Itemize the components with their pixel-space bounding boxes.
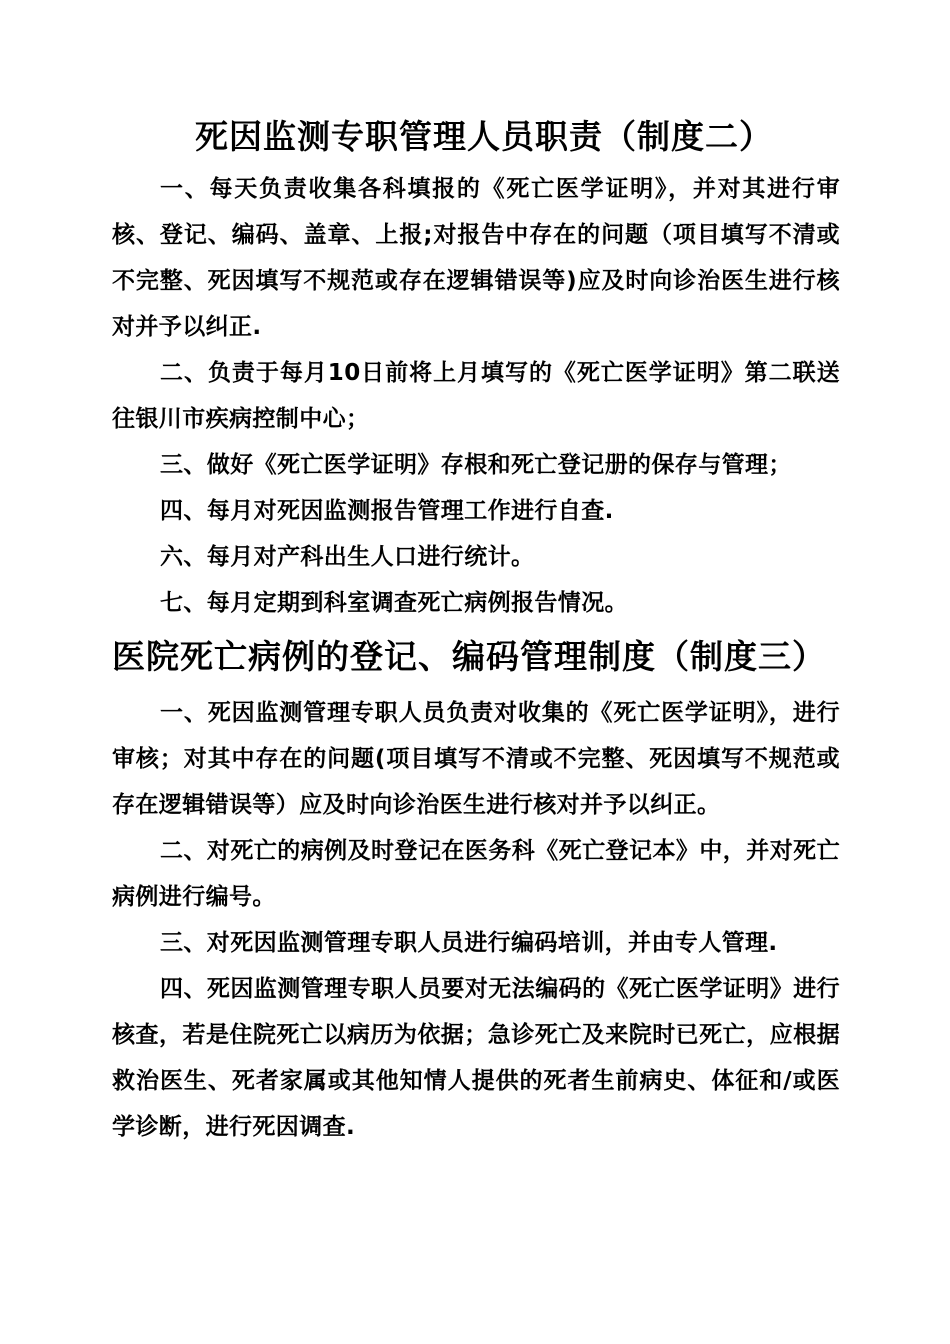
section1-item-2: 二、负责于每月10日前将上月填写的《死亡医学证明》第二联送往银川市疾病控制中心； xyxy=(112,360,840,432)
section1-title: 死因监测专职管理人员职责（制度二） xyxy=(195,117,773,156)
section2-body xyxy=(112,690,840,1150)
document-page xyxy=(112,112,840,1150)
section1-item-1: 一、每天负责收集各科填报的《死亡医学证明》，并对其进行审核、登记、编码、盖章、上报;对报告中存在的问题（项目填写不清或不完整、死因填写不规范或存在逻辑错误等)应及时向诊治医生进行核对并予以纠正. xyxy=(112,176,840,340)
section1-item-7: 七、每月定期到科室调查死亡病例报告情况。 xyxy=(160,590,628,616)
section2-item-4: 四、死因监测管理专职人员要对无法编码的《死亡医学证明》进行核查，若是住院死亡以病历为依据；急诊死亡及来院时已死亡，应根据救治医生、死者家属或其他知情人提供的死者生前病史、体征和/或医学诊断，进行死因调查. xyxy=(112,976,840,1140)
section1-body xyxy=(112,166,840,626)
section1-item-6: 六、每月对产科出生人口进行统计。 xyxy=(160,544,535,570)
section2-item-3: 三、对死因监测管理专职人员进行编码培训，并由专人管理. xyxy=(160,930,778,956)
section1-item-4: 四、每月对死因监测报告管理工作进行自查. xyxy=(160,498,614,524)
section1-item-3: 三、做好《死亡医学证明》存根和死亡登记册的保存与管理； xyxy=(160,452,792,478)
section2-title: 医院死亡病例的登记、编码管理制度（制度三） xyxy=(112,637,826,676)
section2-item-2: 二、对死亡的病例及时登记在医务科《死亡登记本》中，并对死亡病例进行编号。 xyxy=(112,838,840,910)
section2-item-1: 一、死因监测管理专职人员负责对收集的《死亡医学证明》，进行审核；对其中存在的问题(项目填写不清或不完整、死因填写不规范或存在逻辑错误等）应及时向诊治医生进行核对并予以纠正。 xyxy=(112,700,840,818)
